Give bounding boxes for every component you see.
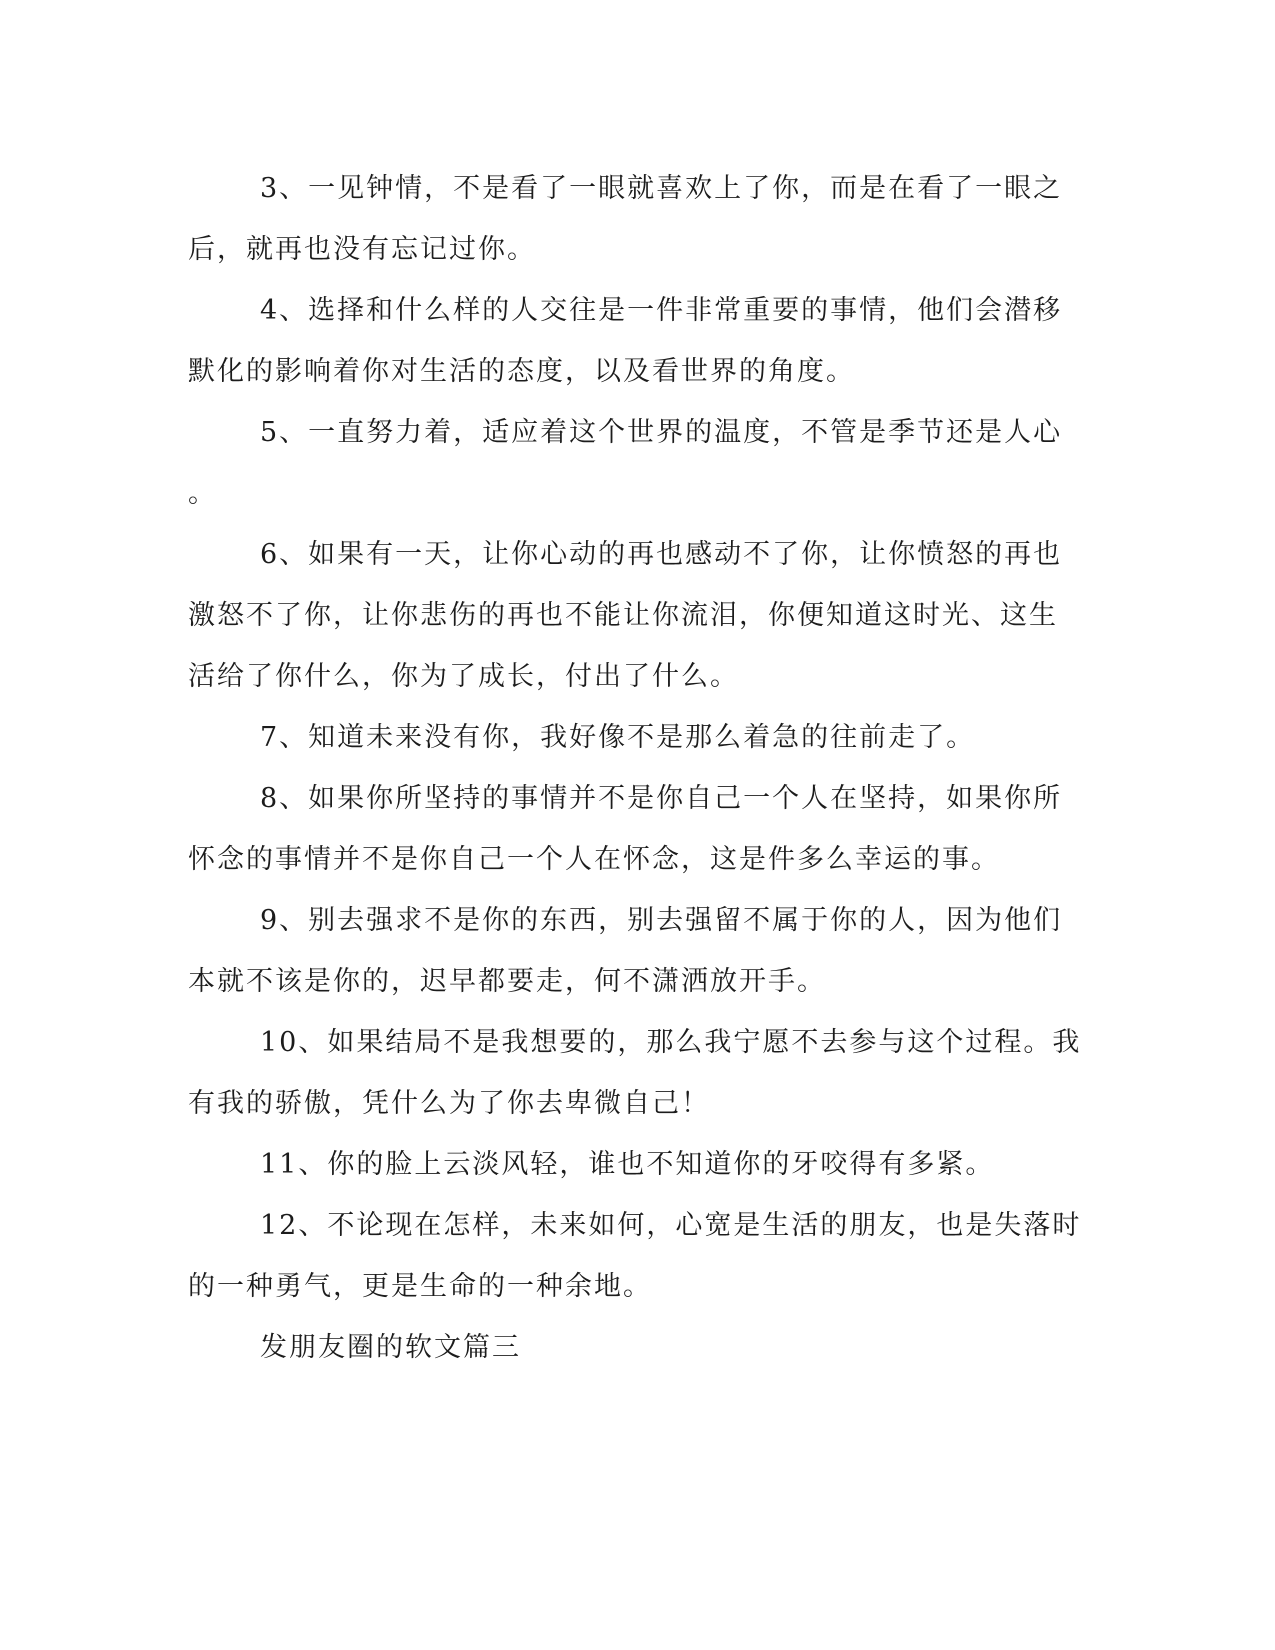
paragraph-line: 的一种勇气，更是生命的一种余地。 xyxy=(188,1271,652,1302)
paragraph-line: 5、一直努力着，适应着这个世界的温度，不管是季节还是人心 xyxy=(260,417,1063,448)
paragraph-line: 7、知道未来没有你，我好像不是那么着急的往前走了。 xyxy=(260,722,976,753)
paragraph-6 xyxy=(188,524,1068,707)
paragraph-line: 默化的影响着你对生活的态度，以及看世界的角度。 xyxy=(188,356,855,387)
paragraph-line: 11、你的脸上云淡风轻，谁也不知道你的牙咬得有多紧。 xyxy=(260,1149,995,1180)
paragraph-8 xyxy=(188,768,1068,890)
paragraph-line: 8、如果你所坚持的事情并不是你自己一个人在坚持，如果你所 xyxy=(260,783,1063,814)
paragraph-line: 怀念的事情并不是你自己一个人在怀念，这是件多么幸运的事。 xyxy=(188,844,1000,875)
paragraph-3 xyxy=(188,158,1068,280)
paragraph-line: 9、别去强求不是你的东西，别去强留不属于你的人，因为他们 xyxy=(260,905,1063,936)
paragraph-line: 6、如果有一天，让你心动的再也感动不了你，让你愤怒的再也 xyxy=(260,539,1063,570)
paragraph-line: 本就不该是你的，迟早都要走，何不潇洒放开手。 xyxy=(188,966,826,997)
paragraph-line: 后，就再也没有忘记过你。 xyxy=(188,234,536,265)
paragraph-5 xyxy=(188,402,1068,524)
paragraph-line: 有我的骄傲，凭什么为了你去卑微自己！ xyxy=(188,1088,710,1119)
paragraph-9 xyxy=(188,890,1068,1012)
paragraph-4 xyxy=(188,280,1068,402)
paragraph-line: 4、选择和什么样的人交往是一件非常重要的事情，他们会潜移 xyxy=(260,295,1063,326)
paragraph-line: 3、一见钟情，不是看了一眼就喜欢上了你，而是在看了一眼之 xyxy=(260,173,1063,204)
paragraph-line: 12、不论现在怎样，未来如何，心宽是生活的朋友，也是失落时 xyxy=(260,1210,1082,1241)
paragraph-11 xyxy=(188,1134,1068,1195)
section-heading: 发朋友圈的软文篇三 xyxy=(260,1332,521,1363)
paragraph-7 xyxy=(188,707,1068,768)
paragraph-12 xyxy=(188,1195,1082,1317)
paragraph-line: 活给了你什么，你为了成长，付出了什么。 xyxy=(188,661,739,692)
paragraph-10 xyxy=(188,1012,1082,1134)
paragraph-line: 激怒不了你，让你悲伤的再也不能让你流泪，你便知道这时光、这生 xyxy=(188,600,1058,631)
paragraph-line: 。 xyxy=(188,478,217,509)
section-heading-block xyxy=(188,1317,1068,1378)
paragraph-line: 10、如果结局不是我想要的，那么我宁愿不去参与这个过程。我 xyxy=(260,1027,1082,1058)
document-body xyxy=(188,158,1082,1378)
